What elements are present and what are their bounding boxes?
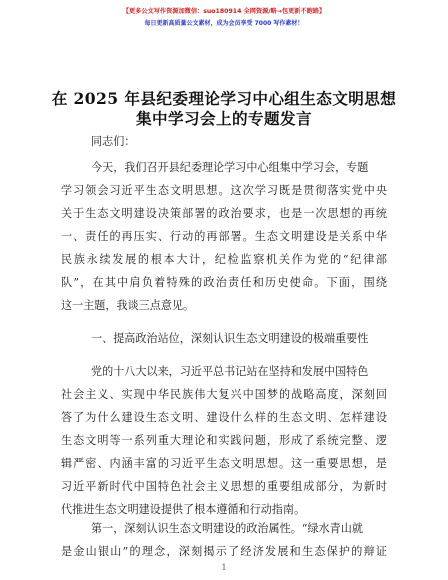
- paragraph-line: 习近平新时代中国特色社会主义思想的重要组成部分，为新时: [61, 480, 387, 493]
- paragraph-line: 今天，我们召开县纪委理论学习中心组集中学习会，专题: [91, 161, 369, 174]
- paragraph-line: 辑严密、内涵丰富的习近平生态文明思想。这一重要思想，是: [61, 457, 387, 470]
- page-number: 1: [221, 563, 227, 572]
- paragraph-line: 是金山银山”的理念，深刻揭示了经济发展和生态保护的辩证: [61, 545, 387, 558]
- paragraph-line: 答了为什么建设生态文明、建设什么样的生态文明、怎样建设: [61, 411, 387, 424]
- paragraph-line: 社会主义、实现中华民族伟大复兴中国梦的战略高度，深刻回: [61, 388, 387, 401]
- promo-banner-line-1: 【更多公文写作资源加微信：suo180914 全网资源/略→包更新不跑路】: [122, 8, 326, 15]
- paragraph-line: 学习领会习近平生态文明思想。这次学习既是贯彻落实党中央: [61, 184, 387, 197]
- paragraph-line: 关于生态文明建设决策部署的政治要求，也是一次思想的再统: [61, 207, 387, 220]
- paragraph-line: 队”，在其中肩负着特殊的政治责任和历史使命。下面，围绕: [61, 276, 387, 289]
- paragraph-line: 代推进生态文明建设提供了根本遵循和行动指南。: [61, 503, 306, 516]
- paragraph-line: 民族永续发展的根本大计，纪检监察机关作为党的“纪律部: [61, 253, 387, 266]
- paragraph-line: 生态文明等一系列重大理论和实践问题，形成了系统完整、逻: [61, 434, 387, 447]
- paragraph-line: 第一，深刻认识生态文明建设的政治属性。“绿水青山就: [91, 522, 363, 535]
- paragraph-line: 这一主题，我谈三点意见。: [61, 299, 195, 312]
- section-heading: 一、提高政治站位，深刻认识生态文明建设的极端重要性: [91, 332, 369, 345]
- document-title-line-1: 在 2025 年县纪委理论学习中心组生态文明思想: [51, 89, 397, 108]
- paragraph-line: 党的十八大以来，习近平总书记站在坚持和发展中国特色: [91, 365, 369, 378]
- greeting: 同志们：: [91, 135, 136, 148]
- paragraph-line: 一、责任的再压实、行动的再部署。生态文明建设是关系中华: [61, 230, 387, 243]
- document-title-line-2: 集中学习会上的专题发言: [136, 109, 312, 128]
- promo-banner-line-2: 每日更新高质量公文素材，成为会员享受 7000 写作素材！: [144, 20, 304, 27]
